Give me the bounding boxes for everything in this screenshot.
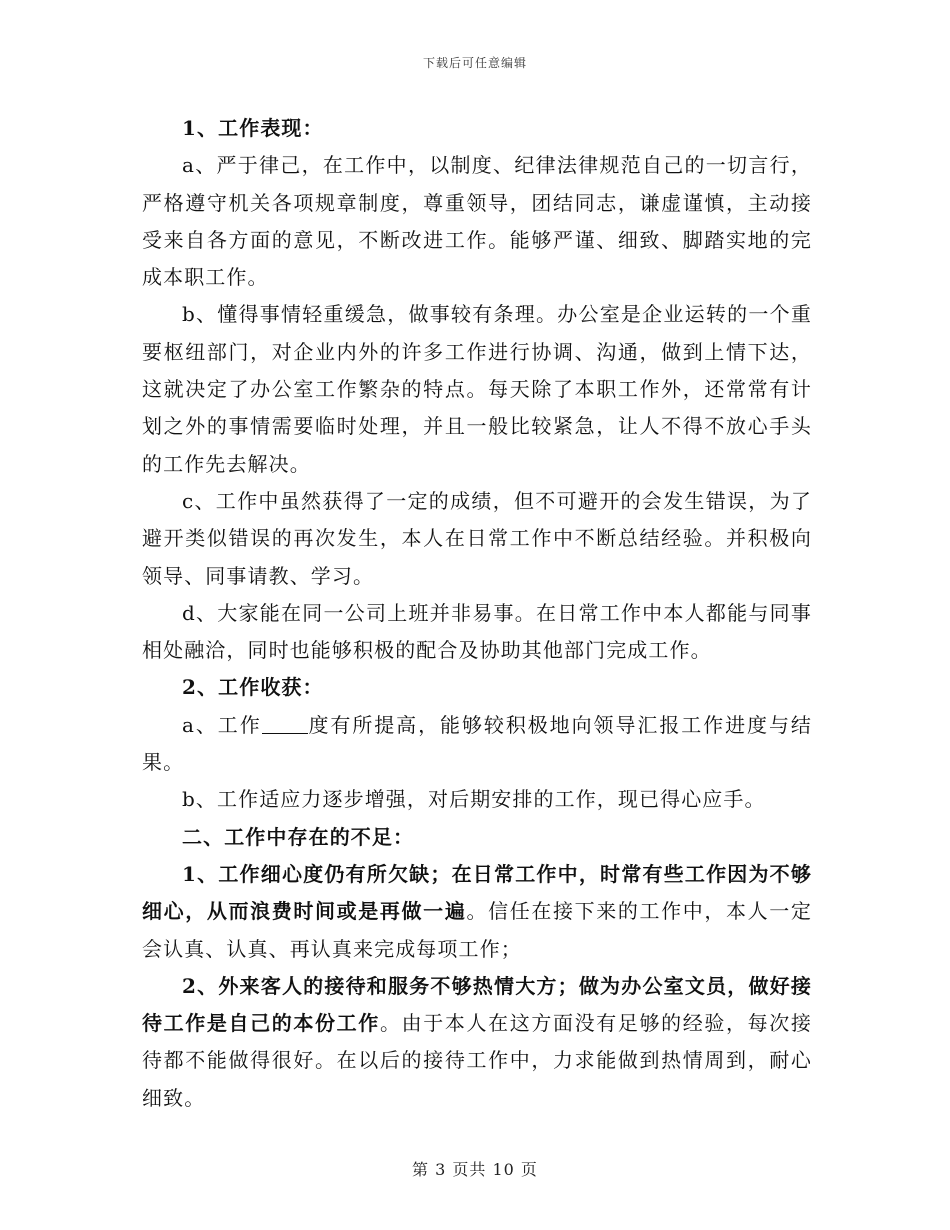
paragraph-2b: b、工作适应力逐步增强，对后期安排的工作，现已得心应手。 — [182, 787, 766, 812]
fill-in-blank — [262, 713, 308, 734]
shortcoming-1-bold: 1、工作细心度仍有所欠缺；在日常工作中，时常有些工作因为不够细心，从而浪费时间或是再做一遍 — [142, 861, 812, 924]
paragraph-1b: b、懂得事情轻重缓急，做事较有条理。办公室是企业运转的一个重要枢纽部门，对企业内外的许多工作进行协调、沟通，做到上情下达，这就决定了办公室工作繁杂的特点。每天除了本职工作外，还常常有计划之外的事情需要临时处理，并且一般比较紧急，让人不得不放心手头的工作先去解决。 — [142, 302, 812, 476]
shortcoming-2-text: 。由于本人在这方面没有足够的经验，每次接待都不能做得很好。在以后的接待工作中，力求能做到热情周到，耐心细致。 — [142, 1011, 813, 1110]
page-footer-page-number: 第 3 页共 10 页 — [412, 1160, 538, 1179]
section-heading-work-performance: 1、工作表现： — [182, 116, 324, 140]
section-heading-work-gains: 2、工作收获： — [182, 675, 324, 700]
section-heading-shortcomings: 二、工作中存在的不足： — [182, 824, 415, 849]
paragraph-shortcoming-1 — [142, 856, 812, 968]
paragraph-2a — [142, 707, 812, 782]
paragraph-2a-end: 度有所提高，能够较积极地向领导汇报工作进度与结果。 — [142, 712, 812, 775]
paragraph-1a: a、严于律己，在工作中，以制度、纪律法律规范自己的一切言行，严格遵守机关各项规章制度，尊重领导，团结同志，谦虚谨慎，主动接受来自各方面的意见，不断改进工作。能够严谨、细致、脚踏实地的完成本职工作。 — [142, 153, 812, 290]
page-header: 下载后可任意编辑 — [422, 56, 527, 70]
paragraph-shortcoming-2 — [142, 968, 812, 1117]
paragraph-1d: d、大家能在同一公司上班并非易事。在日常工作中本人都能与同事相处融洽，同时也能够积极的配合及协助其他部门完成工作。 — [142, 600, 812, 663]
paragraph-1c: c、工作中虽然获得了一定的成绩，但不可避开的会发生错误，为了避开类似错误的再次发生，本人在日常工作中不断总结经验。并积极向领导、同事请教、学习。 — [142, 488, 812, 588]
document-body — [142, 110, 812, 1117]
paragraph-2a-start: a、工作 — [182, 712, 262, 737]
shortcoming-2-bold: 2、外来客人的接待和服务不够热情大方；做为办公室文员，做好接待工作是自己的本份工作 — [142, 973, 812, 1036]
shortcoming-1-text: 。信任在接下来的工作中，本人一定会认真、认真、再认真来完成每项工作； — [142, 899, 812, 961]
